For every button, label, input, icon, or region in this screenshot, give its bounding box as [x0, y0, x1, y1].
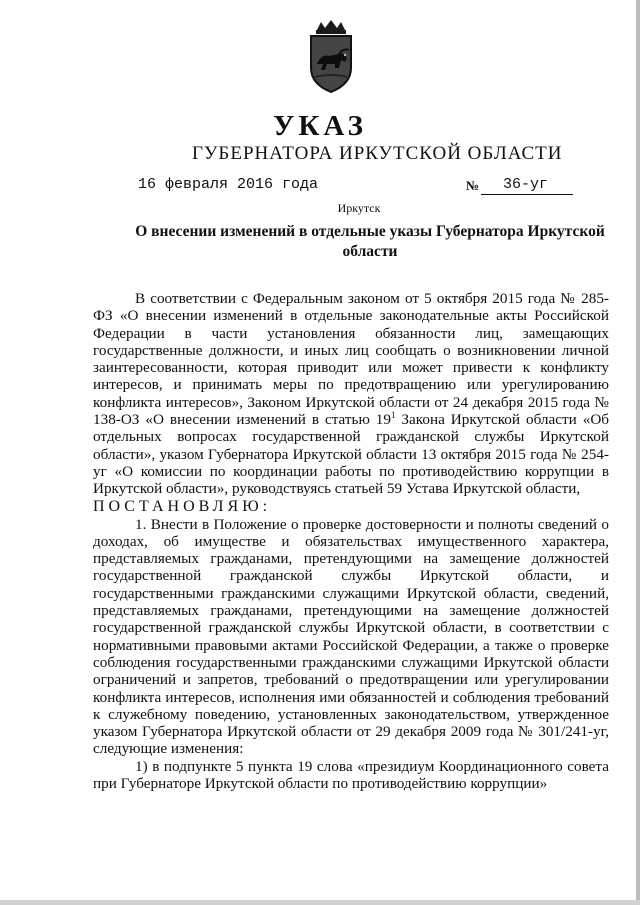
document-heading: О внесении изменений в отдельные указы Губернатора Иркутской области — [135, 223, 605, 260]
preamble-text-start: В соответствии с Федеральным законом от 5 октября 2015 года № 285-ФЗ «О внесении изменений в отдельные законодательные акты Российской Федерации в части установления обязанности лиц, замещающих государственные должности, и иных лиц сообщать о возникновении личной заинтересованности, которая приводит или может привести к конфликту интересов, и принимать меры по предотвращению или урегулированию конфликта интересов», Законом Иркутской области от 24 декабря 2015 года № 138-ОЗ «О внесении изменений в статью 19 — [93, 290, 609, 429]
coat-of-arms-emblem — [303, 18, 359, 98]
document-date: 16 февраля 2016 года — [138, 176, 319, 193]
scan-edge-right — [636, 0, 640, 905]
preamble-text-end: Закона Иркутской области «Об отдельных вопросах государственной гражданской службы Иркутской области», указом Губернатора Иркутской области 13 октября 2015 года № 254-уг «О комиссии по координации работы по противодействию коррупции в Иркутской области», руководствуясь статьей 59 Устава Иркутской области, — [93, 411, 610, 498]
number-label: № — [466, 178, 480, 193]
decree-word: ПОСТАНОВЛЯЮ: — [93, 497, 272, 515]
document-issuer: ГУБЕРНАТОРА ИРКУТСКОЙ ОБЛАСТИ — [192, 143, 563, 164]
preamble-paragraph — [93, 290, 609, 498]
subitem-1-paragraph: 1) в подпункте 5 пункта 19 слова «президиум Координационного совета при Губернаторе Иркутской области по противодействию коррупции» — [93, 757, 609, 793]
document-city: Иркутск — [337, 201, 381, 215]
document-number: 36-уг — [481, 176, 573, 195]
item-1-paragraph: 1. Внести в Положение о проверке достоверности и полноты сведений о доходах, об имуществе и обязательствах имущественного характера, представляемых гражданами, претендующими на замещение должностей государственной гражданской службы Иркутской области, и государственными гражданскими служащими Иркутской области, сведений, представляемых гражданами, претендующими на замещение должностей государственной гражданской службы Иркутской области, в соответствии с нормативными правовыми актами Российской Федерации, а также о проверке соблюдения государственными гражданскими служащими Иркутской области ограничений и запретов, требований о предотвращении или урегулировании конфликта интересов, исполнения ими обязанностей и соблюдения требований к служебному поведению, установленных законодательством, утвержденное указом Губернатора Иркутской области от 29 декабря 2009 года № 301/241-уг, следующие изменения: — [93, 515, 609, 758]
document-title: УКАЗ — [273, 110, 367, 142]
document-body — [93, 290, 609, 792]
preamble-superscript: 1 — [390, 410, 396, 421]
scan-edge-bottom — [0, 900, 640, 905]
